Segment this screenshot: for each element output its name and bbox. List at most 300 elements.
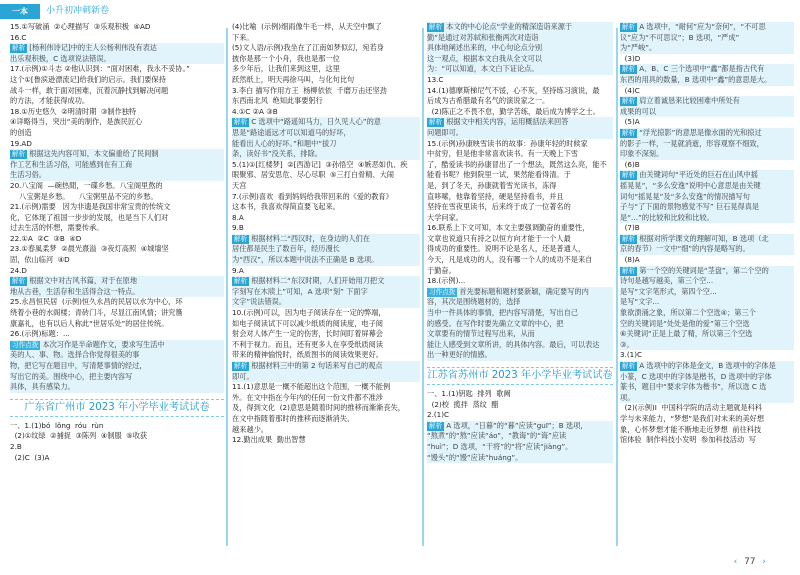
line-text: 能让人感受到文章所讲，的具体内容。最后，可以表达 bbox=[427, 339, 600, 349]
answer-line bbox=[232, 86, 420, 97]
analysis-tag: 解析 bbox=[12, 277, 26, 286]
line-text: (5)A bbox=[620, 117, 640, 127]
line-text: 及，得到文化 (2)意思是随着时间的推移而渐渐丧失， bbox=[232, 403, 405, 413]
line-text: 为“西汉”，所以本题中说法不正确是 B 选项。 bbox=[232, 255, 379, 265]
line-text: 今天，凡是成功的人，没有哪一个人的成功不是来自 bbox=[427, 255, 593, 265]
answer-line bbox=[427, 234, 613, 245]
answer-line bbox=[10, 181, 224, 192]
answer-line bbox=[232, 393, 420, 404]
answer-line bbox=[10, 75, 224, 86]
line-text: 具体，具有感染力。 bbox=[10, 382, 75, 392]
analysis-tag: 解析 bbox=[622, 23, 636, 31]
line-text: (2)①纹绿 ②捕捉 ③陈列 ④制服 ⑤收获 bbox=[10, 431, 148, 441]
line-text: 2.(1)C bbox=[427, 410, 450, 420]
line-text: 地从古巷，生活存和生活得合这一特点。 bbox=[10, 286, 140, 296]
analysis-line bbox=[427, 128, 613, 139]
line-text: 小篆，C 选项中的字体是楷书，D 选项中的字体 bbox=[620, 371, 772, 381]
line-text: 篆书，题目中“要求字体为楷书”，所以选 C 选 bbox=[620, 382, 767, 392]
answer-line bbox=[427, 213, 613, 224]
analysis-tag: 解析 bbox=[622, 128, 636, 137]
answer-line bbox=[232, 170, 420, 181]
analysis-line bbox=[620, 139, 794, 150]
answer-column-1 bbox=[10, 22, 224, 552]
line-text: 16.C bbox=[10, 32, 27, 42]
page-header bbox=[0, 0, 800, 22]
line-text: 跃然纸上，明天再徐马叫，与化句比句 bbox=[232, 74, 355, 84]
answer-line bbox=[232, 319, 420, 330]
answer-line bbox=[10, 86, 224, 97]
answer-line bbox=[10, 33, 224, 44]
line-text: 20.八宝阁 —碗热閒，一碟乡愁。八宝阁里熬的 bbox=[10, 180, 163, 190]
line-text: 后成为古希腊最有名气的演说家之一。 bbox=[427, 96, 550, 106]
analysis-line bbox=[427, 340, 613, 351]
analysis-tag: 解析 bbox=[622, 97, 636, 106]
answer-line bbox=[232, 43, 420, 54]
answer-line bbox=[232, 213, 420, 224]
analysis-line bbox=[427, 421, 613, 432]
line-text: (4)C bbox=[620, 85, 640, 95]
analysis-line bbox=[620, 64, 794, 75]
line-text: (3)D bbox=[620, 53, 641, 63]
page-navigation bbox=[730, 557, 770, 567]
analysis-line bbox=[232, 276, 420, 287]
analysis-line bbox=[620, 382, 794, 393]
answer-line bbox=[232, 350, 420, 361]
analysis-tag: 解析 bbox=[12, 150, 26, 159]
answer-line bbox=[10, 442, 224, 453]
line-text: (6)B bbox=[620, 159, 640, 169]
line-text: 物，把它写在题目中，写清楚事情的经过， bbox=[10, 361, 147, 370]
answer-line bbox=[232, 64, 420, 75]
exam-section-heading: 江苏省苏州市 2023 年小学毕业考试试卷 bbox=[427, 367, 613, 385]
line-text: 7.(示例)喜欢 看到妈妈给我带回来的《爱的教育》 bbox=[232, 191, 393, 201]
line-text: (7)B bbox=[620, 223, 640, 233]
analysis-line bbox=[232, 255, 420, 266]
line-text: 字刻写在木牍上”可知，A 选项“刻” 下面字 bbox=[232, 286, 368, 296]
analysis-line bbox=[620, 22, 794, 33]
analysis-line bbox=[620, 75, 794, 86]
analysis-tag: 解析 bbox=[622, 362, 636, 370]
answer-line bbox=[10, 255, 224, 266]
answer-line bbox=[232, 160, 420, 171]
answer-line bbox=[232, 403, 420, 414]
line-text: 是写“文字笔形式，第四个空... bbox=[620, 286, 717, 296]
line-text: 直哆嗦，他靠着坚持，硬是坚持看书，并且 bbox=[427, 191, 564, 201]
line-text: 9.A bbox=[232, 265, 244, 275]
analysis-tag: 习作点拨 bbox=[429, 287, 456, 296]
line-text: 不利于视力。而且，还有更多人在享受纸质阅读 bbox=[232, 339, 383, 349]
analysis-tag: 解析 bbox=[234, 118, 248, 127]
analysis-tag: 解析 bbox=[429, 23, 443, 31]
answer-line bbox=[232, 22, 420, 33]
line-text: 眼聚邪、居安思危、尽心尽职 ⑤三打白骨精、大闹 bbox=[232, 170, 394, 180]
answer-line bbox=[620, 117, 794, 128]
analysis-line bbox=[10, 382, 224, 393]
line-text: [杨利伟诗记]中的主人公杨利伟没有表达 bbox=[29, 43, 157, 53]
line-text: 康嘉礼，也有以后人称此“世居乐处”的居住传统。 bbox=[10, 318, 169, 328]
answer-line bbox=[427, 400, 613, 411]
line-text: (2)陈正之不畏不怠，勤学苦练，最后成为博学之士。 bbox=[427, 106, 600, 116]
line-text: 容，其次是围绕题材的，选择 bbox=[427, 297, 521, 307]
answer-line bbox=[232, 33, 420, 44]
analysis-tag: 习作点拨 bbox=[12, 340, 39, 349]
line-text: 象，心怀梦想才能不断地走近梦想 前往科技 bbox=[620, 424, 762, 434]
line-text: 23.①春風柔梦 ②晨光熹溢 ③夜灯高照 ④城墙坚 bbox=[10, 244, 169, 254]
analysis-tag: 解析 bbox=[429, 118, 443, 127]
line-text: (5)文人语/示例)我坐在了江南如梦似幻，宛若身 bbox=[232, 43, 384, 53]
answer-line bbox=[10, 22, 224, 33]
line-text: 15.(示例)孙康映雪读书的故事：孙康年轻的时候家 bbox=[427, 138, 588, 148]
answer-line bbox=[620, 403, 794, 414]
answer-line bbox=[10, 421, 224, 432]
answer-line bbox=[232, 192, 420, 203]
line-text: 具体地阐述出来的，中心句论点分别 bbox=[427, 43, 543, 53]
line-text: 馆体验 制作科技小发明 参加科技活动 写 bbox=[620, 435, 756, 445]
line-text: 京的春节）一文中“细”的内容是略写的。 bbox=[620, 244, 750, 254]
analysis-line bbox=[427, 54, 613, 65]
analysis-line bbox=[232, 372, 420, 383]
line-text: 摇晃晃”，“多么安逸”说明中心意思是由关键 bbox=[620, 180, 761, 190]
line-text: 生活习俗。 bbox=[10, 170, 46, 180]
line-text: 文章要有的情节过程写出来，从而 bbox=[427, 329, 535, 339]
analysis-line bbox=[427, 319, 613, 330]
line-text: 中贫穷，但是他非常喜欢读书。有一天晚上下雪 bbox=[427, 149, 578, 159]
analysis-line bbox=[620, 107, 794, 118]
analysis-line bbox=[620, 43, 794, 54]
line-text: 16.联系上下文可知，本文主要强调勤奋的重要性， bbox=[427, 223, 590, 233]
line-text: ⑥关键词“正是上最了精，所以第三个空选 bbox=[620, 329, 753, 339]
line-text: 带来的精神愉悦时，纸质图书的阅读效果更好。 bbox=[232, 350, 383, 360]
line-text: 第一个空的关键词是“茎盘”，第二个空的 bbox=[639, 265, 769, 275]
analysis-line bbox=[232, 234, 420, 245]
analysis-tag: 解析 bbox=[622, 234, 636, 243]
column-divider bbox=[226, 28, 228, 546]
answer-line bbox=[10, 213, 224, 224]
answer-line bbox=[427, 389, 613, 400]
line-text: 条，读好书”没关系，排除。 bbox=[232, 149, 322, 159]
line-text: 根据材料二“东汉时期，人们开始用刀把文 bbox=[251, 276, 385, 286]
analysis-line bbox=[620, 96, 794, 107]
line-text: 作工艺和生活习俗，可能感到在有工商 bbox=[10, 159, 133, 169]
line-text: (2)C (3)A bbox=[10, 452, 50, 462]
line-text: 根据文中相关内容，运用概括法来回答 bbox=[446, 117, 569, 127]
analysis-line bbox=[10, 361, 224, 372]
line-text: 根据对所学课文的理解可知，B 选项（北 bbox=[639, 233, 769, 243]
answer-line bbox=[232, 181, 420, 192]
line-text: 17.(示例)①斗志 ②他认识到：“面对困难，我永不妥协。” bbox=[10, 64, 190, 74]
analysis-line bbox=[620, 372, 794, 383]
answer-line bbox=[10, 192, 224, 203]
column-divider bbox=[616, 28, 618, 546]
answer-line bbox=[10, 117, 224, 128]
analysis-line bbox=[620, 234, 794, 245]
analysis-line bbox=[427, 33, 613, 44]
book-title: 小升初冲刺新卷 bbox=[46, 6, 110, 16]
line-text: 了，酷爱读书的孙康冒出了一个想法，既然这么亮，能不 bbox=[427, 159, 607, 169]
analysis-tag: 解析 bbox=[622, 65, 636, 74]
line-text: 在文中指随着那时的推移而逐渐消失、 bbox=[232, 413, 355, 423]
line-text: 9.B bbox=[232, 223, 244, 233]
line-text: 3.李白 描写作用方王 杨柳依依 千磨万击还坚劲 bbox=[232, 85, 387, 95]
line-text: 学与未来能力，“梦想”是我们对未来的美好想 bbox=[620, 413, 765, 423]
line-text: ④详略得当，突出“美的制作，是族民匠心 bbox=[10, 117, 143, 127]
line-text: (4)比喻 (示例)细雨像牛毛一样，从天空中飘了 bbox=[232, 22, 382, 31]
exam-section-heading: 广东省广州市 2023 年小学毕业考试试卷 bbox=[10, 399, 224, 417]
line-text: 首先要标题和题材要新颖，确定要写的内 bbox=[459, 286, 589, 296]
line-text: 披你是那一个小舟，我也是那一位 bbox=[232, 53, 340, 63]
answer-line bbox=[427, 96, 613, 107]
line-text: 能看书呢？他到院里一试，果然能看得清。于 bbox=[427, 170, 571, 180]
line-text: “馒头”的“馒”应读“huáng”。 bbox=[427, 452, 523, 462]
line-text: 的创造 bbox=[10, 127, 32, 137]
analysis-line bbox=[427, 442, 613, 453]
answer-line bbox=[10, 319, 224, 330]
line-text: 项。 bbox=[620, 392, 635, 402]
line-text: 13.C bbox=[427, 74, 444, 84]
answer-line bbox=[620, 425, 794, 436]
answer-line bbox=[232, 266, 420, 277]
line-text: 出乐观积极，C 选项说法错误。 bbox=[10, 53, 111, 63]
line-text: 外。在文中指在今年内的任何一份文件都不准涉 bbox=[232, 392, 383, 402]
line-text: 18.(示例)... bbox=[427, 276, 466, 286]
analysis-tag: 解析 bbox=[429, 421, 443, 430]
line-text: 根据这先内容可知，本文偏重给了民间制 bbox=[29, 149, 159, 159]
line-text: 诗句是越写越美，第三个空... bbox=[620, 276, 714, 286]
answer-line bbox=[232, 382, 420, 393]
answer-line bbox=[620, 255, 794, 266]
line-text: 议”应为“不可思议”；B 选项，“严成” bbox=[620, 32, 740, 42]
line-text: 根据文中对古风书篇，对于在原地 bbox=[29, 276, 138, 286]
line-text: 24.D bbox=[10, 265, 27, 275]
analysis-line bbox=[232, 361, 420, 372]
line-text: 4.①C ②A ③B bbox=[232, 106, 278, 116]
analysis-line bbox=[10, 170, 224, 181]
answer-line bbox=[427, 266, 613, 277]
analysis-line bbox=[620, 33, 794, 44]
analysis-line bbox=[10, 160, 224, 171]
answer-line bbox=[232, 340, 420, 351]
line-text: (2)(示例)Ⅰ 中国科学院的活动主题就是科科 bbox=[620, 403, 763, 413]
line-text: 能看出人心的好坏。”和题中“拔刀 bbox=[232, 138, 337, 148]
line-text: 是写“文字... bbox=[620, 297, 660, 307]
answer-line bbox=[232, 202, 420, 213]
answer-line bbox=[232, 107, 420, 118]
line-text: 于勤奋。 bbox=[427, 265, 456, 275]
line-text: 固，依山临河 ④D bbox=[10, 255, 70, 265]
answer-column-4 bbox=[620, 22, 794, 552]
answer-line bbox=[232, 329, 420, 340]
line-text: 是“…”的比较和比较和比较。 bbox=[620, 212, 714, 222]
answer-line bbox=[427, 410, 613, 421]
answer-line bbox=[427, 244, 613, 255]
line-text: 子与“了下面的景物感觉不写” 巨石晃得真是 bbox=[620, 202, 760, 212]
line-text: 为：“可以知道，本文白下证论点。 bbox=[427, 64, 539, 74]
answer-line bbox=[427, 160, 613, 171]
answer-line bbox=[10, 128, 224, 139]
line-text: 26.(示例)标题：... bbox=[10, 329, 70, 339]
line-text: 化，它体现了祖国一步步的发展，也是当下人们对 bbox=[10, 212, 169, 222]
analysis-line bbox=[232, 244, 420, 255]
line-text: A 选项中，“耐何”应为“奈何”，“不可思 bbox=[639, 22, 766, 31]
answer-line bbox=[10, 266, 224, 277]
analysis-line bbox=[620, 192, 794, 203]
line-text: 东西的用具的数量，B 选项中“鑫”的意思是大。 bbox=[620, 74, 772, 84]
analysis-line bbox=[620, 361, 794, 372]
analysis-line bbox=[620, 340, 794, 351]
answer-line bbox=[620, 223, 794, 234]
analysis-line bbox=[620, 181, 794, 192]
analysis-line bbox=[427, 64, 613, 75]
line-text: 文字”说法错误。 bbox=[232, 297, 287, 307]
answer-line bbox=[427, 107, 613, 118]
analysis-line bbox=[232, 139, 420, 150]
answer-line bbox=[427, 276, 613, 287]
answer-line bbox=[427, 170, 613, 181]
line-text: 的方法，才能获得成功。 bbox=[10, 96, 90, 106]
line-text: ③。 bbox=[620, 339, 634, 349]
analysis-line bbox=[427, 297, 613, 308]
line-text: C 选项中“路遥知马力，日久见人心”的意 bbox=[251, 117, 381, 127]
answer-line bbox=[232, 54, 420, 65]
line-text: 得成功的重要性。说明不论是名人，还是普通人， bbox=[427, 244, 586, 254]
answer-line bbox=[10, 453, 224, 464]
line-text: 词句“摇晃晃”及“多么安逸”的情况描写句 bbox=[620, 191, 750, 201]
analysis-line bbox=[427, 287, 613, 298]
line-text: 本文的中心论点“学业的精深造诣来源于 bbox=[446, 22, 573, 31]
analysis-line bbox=[620, 329, 794, 340]
answer-line bbox=[232, 75, 420, 86]
line-text: 这一观点，根据本文白我从全文可以 bbox=[427, 53, 543, 63]
line-text: 八宝粥是乡愁。 八宝粥里品不完的乡愁。 bbox=[10, 191, 158, 201]
line-text: 为“严峻”。 bbox=[620, 43, 657, 53]
line-text: 射会对人体产生一定的伤害，长时间盯着屏幕会 bbox=[232, 329, 383, 339]
answer-line bbox=[10, 139, 224, 150]
answer-line bbox=[10, 202, 224, 213]
analysis-tag: 解析 bbox=[234, 362, 248, 370]
line-text: 象欲溃涌之象，所以第二个空选④；第三个 bbox=[620, 308, 756, 318]
analysis-line bbox=[620, 170, 794, 181]
line-text: 18.①历史悠久 ②明清时期 ③制作独特 bbox=[10, 106, 137, 116]
line-text: 过去生活的怀想，需要传承。 bbox=[10, 223, 104, 233]
line-text: 即可。 bbox=[232, 371, 254, 381]
line-text: “huì”；D 选项，“干将”的“将”应读“jiàng”。 bbox=[427, 441, 573, 451]
answer-line bbox=[10, 329, 224, 340]
line-text: “熬煮”的“熬”应读“áo”，“教诲”的“诲”应读 bbox=[427, 431, 567, 441]
line-text: 坚持在雪夜里读书，后来终于成了一位著名的 bbox=[427, 202, 571, 212]
line-text: A、B、C 三个选项中“鑫”都是指古代有 bbox=[639, 64, 765, 74]
answer-line bbox=[620, 350, 794, 361]
line-text: 当中一件具体的事情，把内容写清楚，写出自己 bbox=[427, 308, 578, 318]
page-number: 77 bbox=[744, 557, 756, 567]
line-text: 肩立着诚恳来比较困难中所处有 bbox=[639, 96, 740, 106]
answer-line bbox=[620, 54, 794, 65]
answer-line bbox=[620, 414, 794, 425]
answer-line bbox=[620, 160, 794, 171]
line-text: 多少年后，让我们来到这里，这里 bbox=[232, 64, 340, 74]
analysis-line bbox=[620, 266, 794, 277]
analysis-line bbox=[620, 202, 794, 213]
answer-line bbox=[10, 308, 224, 319]
answer-line bbox=[232, 414, 420, 425]
line-text: 成果的可以 bbox=[620, 106, 656, 116]
line-text: 的感受。在写作时要先确立文章的中心，把 bbox=[427, 318, 564, 328]
analysis-line bbox=[427, 43, 613, 54]
analysis-line bbox=[232, 128, 420, 139]
answer-line bbox=[427, 75, 613, 86]
line-text: 8.A bbox=[232, 212, 244, 222]
line-text: 19.AD bbox=[10, 138, 32, 148]
analysis-line bbox=[620, 287, 794, 298]
line-text: 战斗一样，敢于面对困难，沉着沉静找到解决问题 bbox=[10, 85, 169, 95]
prev-page-icon[interactable]: ‹ bbox=[733, 557, 738, 567]
analysis-line bbox=[427, 117, 613, 128]
column-divider bbox=[422, 28, 424, 546]
answer-line bbox=[232, 223, 420, 234]
line-text: 绕着小巷的水阁楼；青砖门斗，尽显江南风情；讲究簷 bbox=[10, 308, 183, 318]
line-text: A 选项中的字体是金文，B 选项中的字体是 bbox=[639, 361, 776, 370]
line-text: 22.①A ②C ③B ④D bbox=[10, 233, 82, 243]
analysis-line bbox=[620, 308, 794, 319]
analysis-line bbox=[620, 276, 794, 287]
line-text: 思是“路途遥远才可以知道马的好坏， bbox=[232, 127, 351, 137]
line-text: (8)A bbox=[620, 255, 640, 265]
line-text: 11.(1)意思是一概不能超出这个范围，一概不能例 bbox=[232, 382, 391, 392]
line-text: (2)校 揽拌 蒸纹 醋 bbox=[427, 399, 499, 409]
line-text: 文章也说道只有持之以恒方向才能于一个人最 bbox=[427, 233, 571, 243]
line-text: 东西南北风 绝知此事要躬行 bbox=[232, 96, 323, 106]
line-text: 2.B bbox=[10, 441, 22, 451]
answer-line bbox=[10, 107, 224, 118]
answer-line bbox=[10, 96, 224, 107]
analysis-line bbox=[620, 213, 794, 224]
line-text: 14.(1)德摩斯梯尼气不馁，心不灰，坚持练习演说，最 bbox=[427, 85, 600, 95]
answer-line bbox=[427, 192, 613, 203]
answer-line bbox=[232, 96, 420, 107]
line-text: 由关键词句“平近处的巨石在山风中摇 bbox=[639, 170, 758, 180]
analysis-line bbox=[232, 117, 420, 128]
analysis-line bbox=[427, 22, 613, 33]
analysis-line bbox=[10, 276, 224, 287]
line-text: 10.(示例)可以，因为电子阅读存在一定的弊端， bbox=[232, 308, 386, 318]
analysis-tag: 解析 bbox=[622, 266, 636, 275]
analysis-line bbox=[10, 350, 224, 361]
line-text: 一、1.(1)钥匙 排列 歌阙 bbox=[427, 389, 511, 398]
line-text: 15.①写破涌 ②心理描写 ③乐观积极 ④AD bbox=[10, 22, 151, 31]
analysis-line bbox=[10, 54, 224, 65]
answer-line bbox=[427, 255, 613, 266]
line-text: 3.(1)C bbox=[620, 350, 643, 360]
analysis-tag: 解析 bbox=[234, 234, 248, 243]
line-text: 大学问家。 bbox=[427, 212, 463, 222]
next-page-icon[interactable]: › bbox=[762, 557, 766, 567]
answer-line bbox=[427, 223, 613, 234]
analysis-line bbox=[427, 350, 613, 361]
analysis-line bbox=[232, 297, 420, 308]
analysis-line bbox=[10, 340, 224, 351]
line-text: 下来。 bbox=[232, 32, 254, 42]
answer-line bbox=[10, 297, 224, 308]
book-logo: 一本 bbox=[0, 4, 40, 19]
analysis-line bbox=[620, 297, 794, 308]
analysis-line bbox=[620, 393, 794, 404]
answer-column-2 bbox=[232, 22, 420, 552]
analysis-line bbox=[427, 453, 613, 464]
answer-line bbox=[620, 86, 794, 97]
line-text: 越来越少。 bbox=[232, 424, 268, 434]
line-text: 根据材料二“西汉时，在身边的人们在 bbox=[251, 233, 370, 243]
line-text: 印象不深刻。 bbox=[620, 149, 664, 159]
analysis-line bbox=[10, 372, 224, 383]
